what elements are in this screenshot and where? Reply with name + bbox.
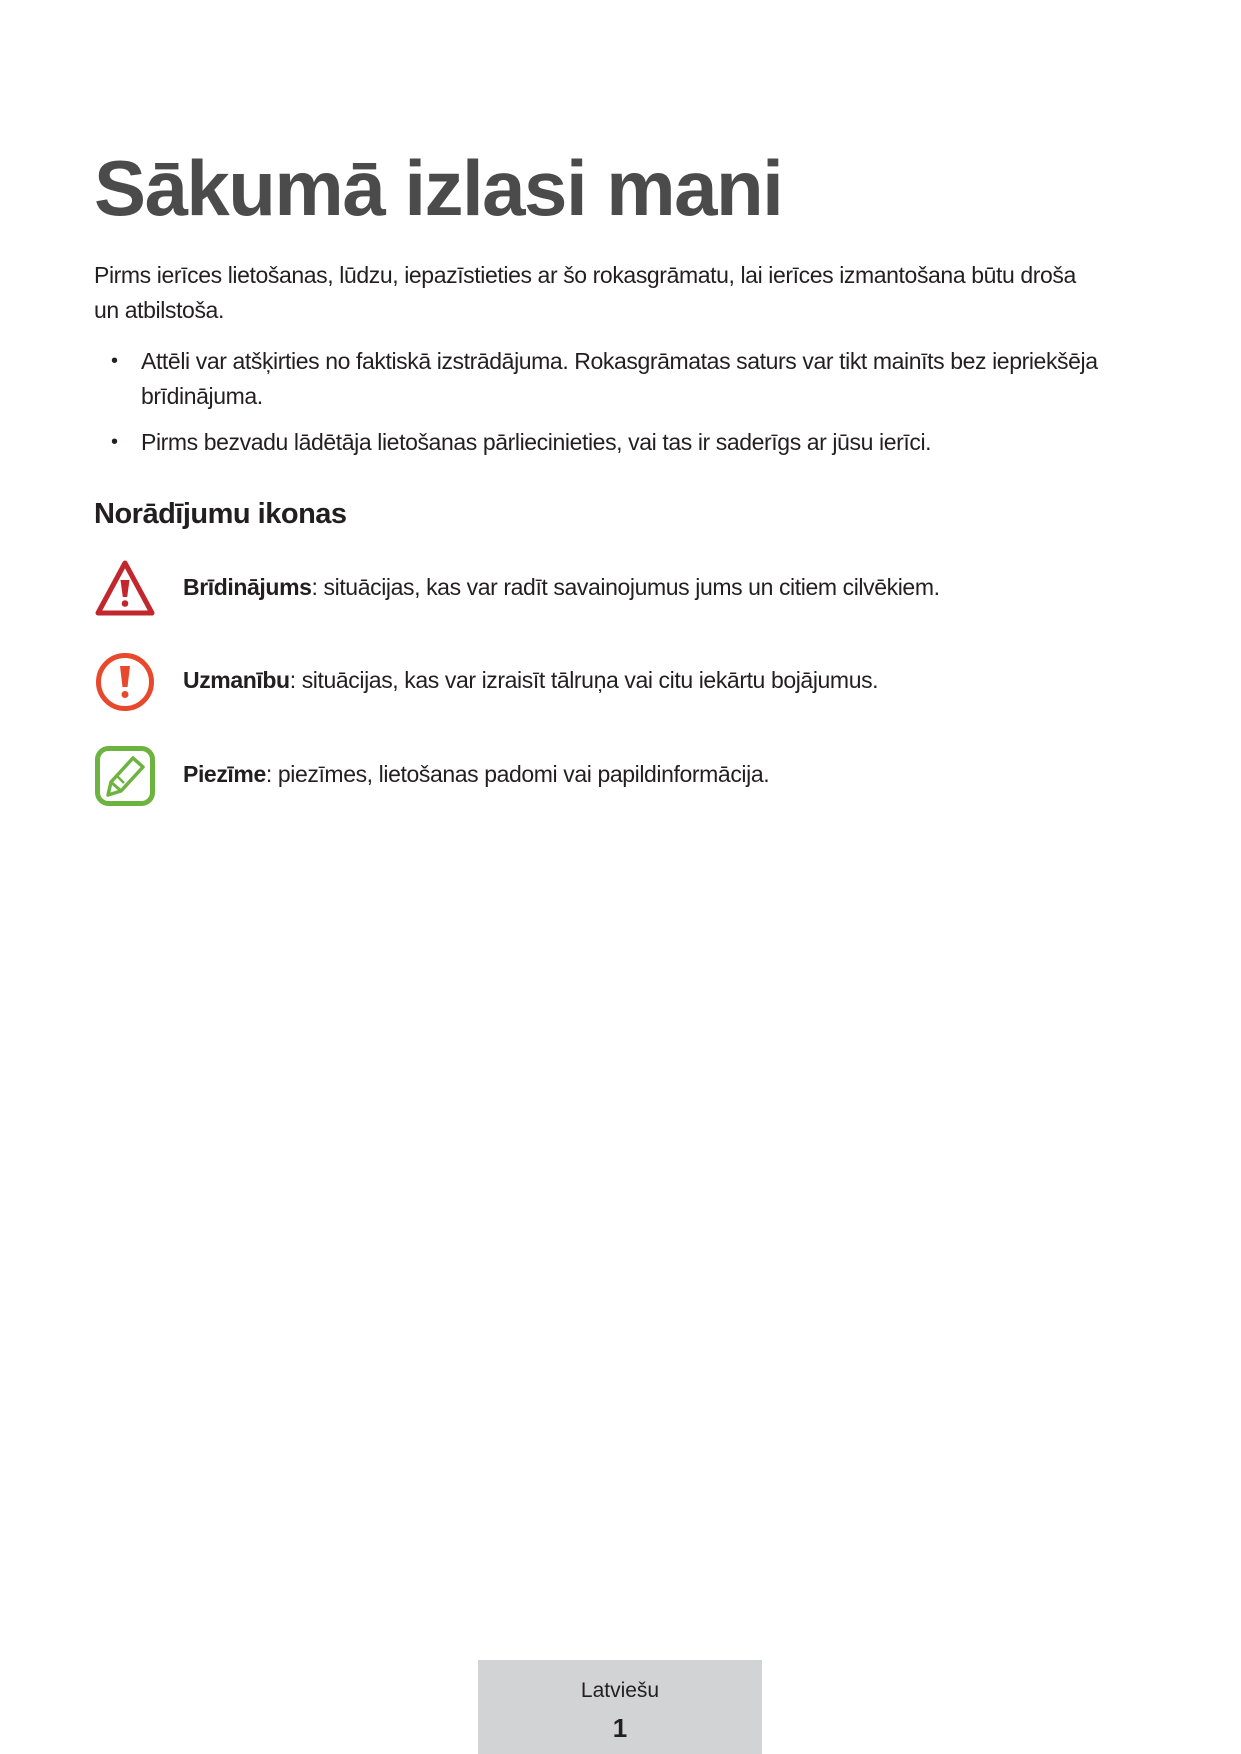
bullet-marker: • [111,350,118,372]
icon-label: Piezīme [183,761,266,787]
label-separator: : [311,574,318,600]
footer-language: Latviešu [580,1679,660,1702]
page-number: 1 [612,1713,628,1743]
bullet-text: Pirms bezvadu lādētāja lietošanas pārliecinieties, vai tas ir saderīgs ar jūsu ierīci. [141,429,932,455]
label-separator: : [289,667,296,693]
note-pencil-icon [94,745,156,807]
icon-row-note [94,745,1144,807]
list-item [94,344,1104,414]
intro-paragraph: Pirms ierīces lietošanas, lūdzu, iepazīstieties ar šo rokasgrāmatu, lai ierīces izmantošana būtu droša un atbilstoša. [94,262,1076,323]
caution-circle-icon [94,651,156,713]
page-title: Sākumā izlasi mani [94,144,783,232]
icon-row-warning [94,558,1144,620]
icon-description: situācijas, kas var radīt savainojumus jums un citiem cilvēkiem. [317,574,940,600]
footer-tab [478,1660,762,1754]
icon-row-text [183,570,940,605]
icon-description: piezīmes, lietošanas padomi vai papildinformācija. [271,761,770,787]
warning-triangle-icon [94,558,156,620]
icon-row-text [183,757,769,792]
bullet-list [94,344,1104,471]
icon-description: situācijas, kas var izraisīt tālruņa vai citu iekārtu bojājumus. [295,667,879,693]
bullet-text: Attēli var atšķirties no faktiskā izstrādājuma. Rokasgrāmatas saturs var tikt mainīts bez iepriekšēja brīdinājuma. [141,348,1098,409]
bullet-marker: • [111,431,118,453]
icon-label: Uzmanību [183,667,290,693]
icon-label: Brīdinājums [183,574,312,600]
icon-row-caution [94,651,1144,713]
list-item [94,425,1104,460]
label-separator: : [265,761,272,787]
section-heading: Norādījumu ikonas [94,498,347,530]
icon-row-text [183,663,878,698]
